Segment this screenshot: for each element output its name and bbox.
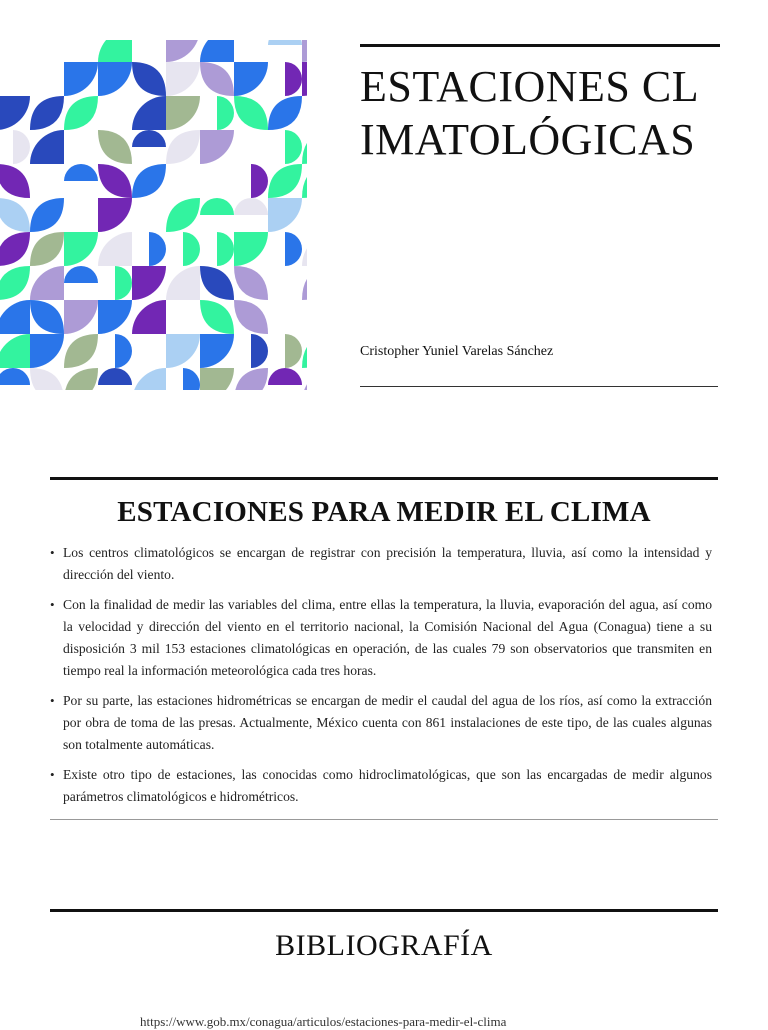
presentation-title: ESTACIONES CLIMATOLÓGICAS [360,62,700,164]
bibliography-top-rule [50,909,718,912]
bibliography-reference-link[interactable]: https://www.gob.mx/conagua/articulos/estaciones-para-medir-el-clima [140,1014,507,1029]
pattern-shape [302,164,307,198]
pattern-shape [132,164,166,198]
pattern-shape [166,62,200,96]
pattern-shape [0,334,30,368]
pattern-shape [64,62,98,96]
pattern-shape [200,368,234,390]
bullet-dot-icon: • [50,597,55,612]
pattern-shape [166,130,200,164]
pattern-shape [166,198,200,232]
pattern-shape [64,334,98,368]
bullet-dot-icon: • [50,545,55,560]
geometric-pattern-art [0,40,307,390]
pattern-shape [30,334,64,368]
content-slide [0,432,768,864]
pattern-shape [302,266,307,300]
bullet-item: • Con la finalidad de medir las variables del clima, entre ellas la temperatura, la lluvia, evaporación del agua, así como la velocidad y dirección del viento en el territorio nacional, la Comisión Nacional del Agua (Conagua) tiene a su disposición 3 mil 153 estaciones climatológicas en operación, de las cuales 79 son observatorios que transmiten en tiempo real la información meteorológica cada tres horas. [50,594,712,682]
pattern-shape [200,40,234,62]
title-slide [0,0,768,432]
pattern-shape [149,232,166,266]
pattern-shape [166,96,200,130]
pattern-shape [268,198,302,232]
pattern-shape [13,130,30,164]
bibliography-title: BIBLIOGRAFÍA [275,929,493,962]
pattern-shape [0,96,30,130]
pattern-shape [302,130,307,164]
pattern-shape [234,96,268,130]
content-bottom-rule [50,819,718,820]
pattern-shape [285,232,302,266]
pattern-shape [98,368,132,385]
pattern-shape [98,130,132,164]
pattern-shape [0,164,30,198]
content-top-rule [50,477,718,480]
pattern-shape [30,266,64,300]
pattern-shape [166,40,200,62]
pattern-shape [0,232,30,266]
pattern-shape [132,266,166,300]
pattern-shape [0,198,30,232]
pattern-shape [132,130,166,147]
pattern-shape [200,334,234,368]
pattern-shape [268,40,302,45]
pattern-shape [132,96,166,130]
pattern-shape [302,334,307,368]
title-top-rule [360,44,720,47]
pattern-shape [64,96,98,130]
pattern-shape [30,96,64,130]
pattern-shape [268,368,302,385]
pattern-shape [132,300,166,334]
pattern-shape [234,266,268,300]
pattern-shape [30,368,64,390]
pattern-shape [30,198,64,232]
pattern-shape [166,266,200,300]
pattern-shape [64,368,98,390]
pattern-shape [285,334,302,368]
pattern-shape [132,368,166,390]
pattern-shape [30,130,64,164]
pattern-shape [200,62,234,96]
bullet-list [50,542,712,816]
pattern-shape [30,300,64,334]
bullet-item: • Los centros climatológicos se encargan de registrar con precisión la temperatura, lluvia, así como la intensidad y dirección del viento. [50,542,712,586]
pattern-shape [268,164,302,198]
pattern-shape [234,198,268,215]
pattern-shape [132,62,166,96]
pattern-shape [98,62,132,96]
pattern-shape [200,300,234,334]
pattern-shape [30,232,64,266]
pattern-shape [0,300,30,334]
pattern-shape [302,40,307,62]
pattern-shape [64,300,98,334]
pattern-shape [64,266,98,283]
pattern-shape [285,62,302,96]
pattern-shape [200,266,234,300]
pattern-shape [98,164,132,198]
author-name: Cristopher Yuniel Varelas Sánchez [360,344,554,359]
pattern-shape [302,368,307,390]
pattern-shape [98,40,132,62]
pattern-shape [0,368,30,385]
pattern-shape [302,62,307,96]
pattern-shape [302,232,307,266]
pattern-shape [234,300,268,334]
pattern-shape [251,334,268,368]
content-title: ESTACIONES PARA MEDIR EL CLIMA [117,496,651,528]
pattern-shape [0,266,30,300]
pattern-shape [115,334,132,368]
pattern-shape [234,62,268,96]
pattern-shape [234,368,268,390]
bullet-dot-icon: • [50,693,55,708]
pattern-shape [98,300,132,334]
pattern-shape [217,96,234,130]
author-bottom-rule [360,386,718,387]
pattern-shape [251,164,268,198]
pattern-shape [98,198,132,232]
pattern-shape [64,232,98,266]
pattern-shape [183,232,200,266]
pattern-shape [200,130,234,164]
pattern-shape [98,232,132,266]
pattern-shape [285,130,302,164]
pattern-shape [183,368,200,390]
pattern-shape [64,164,98,181]
pattern-shape [115,266,132,300]
pattern-shape [217,232,234,266]
bullet-dot-icon: • [50,767,55,782]
pattern-shape [166,334,200,368]
pattern-shape [234,232,268,266]
pattern-shape [268,96,302,130]
pattern-shape [200,198,234,215]
bullet-item: • Por su parte, las estaciones hidrométricas se encargan de medir el caudal del agua de los ríos, así como la extracción por obra de toma de las presas. Actualmente, México cuenta con 861 instalaciones de este tipo, de las cuales algunas son totalmente automáticas. [50,690,712,756]
bullet-item: • Existe otro tipo de estaciones, las conocidas como hidroclimatológicas, que son las encargadas de medir algunos parámetros climatológicos e hidrométricos. [50,764,712,808]
bibliography-slide [0,864,768,1029]
